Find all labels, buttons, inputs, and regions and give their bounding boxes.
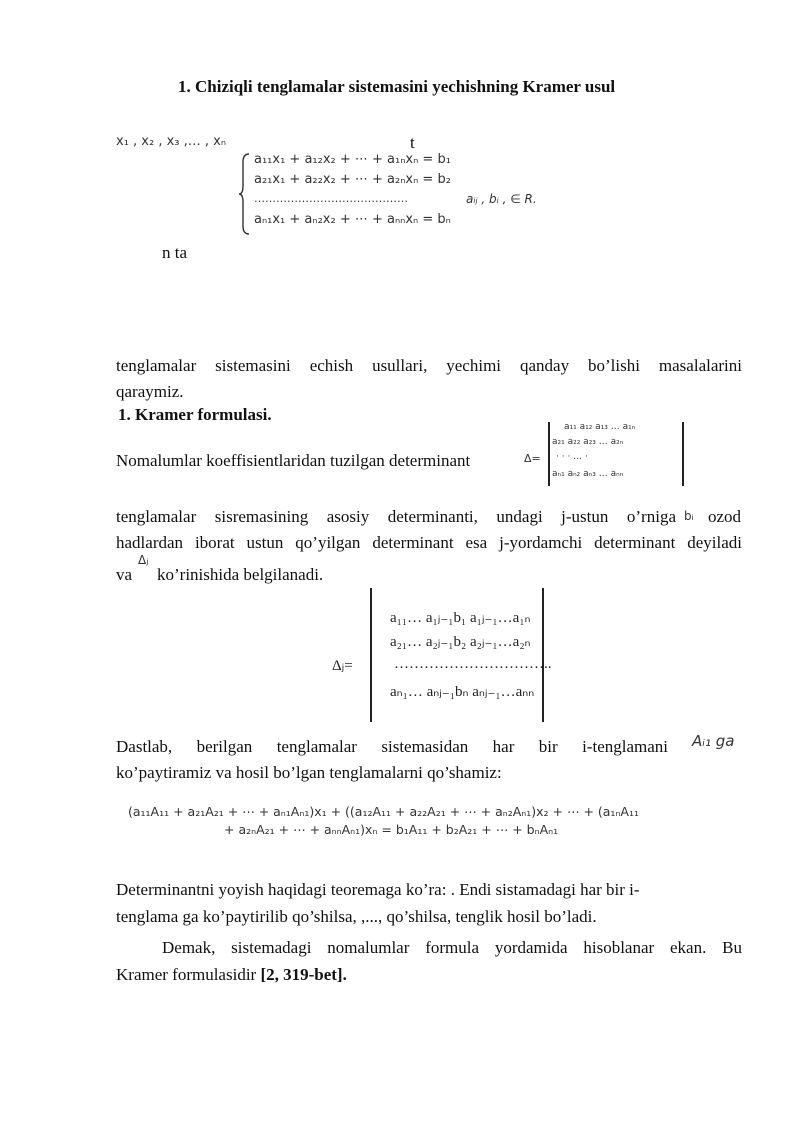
free-term-symbol: bᵢ (684, 509, 694, 523)
aux-determinant-row-3: ………………………….. (394, 656, 552, 672)
paragraph-5-text: Kramer formulasidir (116, 965, 261, 984)
paragraph-1-line-2: qaraymiz. (116, 382, 184, 401)
determinant-label: Δ= (524, 452, 541, 465)
paragraph-2-line-3a: va (116, 565, 133, 584)
equation-system (238, 152, 458, 236)
paragraph-5-line-1: Demak, sistemadagi nomalumlar formula yordamida hisoblanar ekan. Bu (162, 938, 742, 957)
aux-determinant-label: Δⱼ= (332, 658, 353, 674)
main-determinant (524, 420, 704, 490)
citation-reference: [2, 319-bet]. (260, 965, 347, 984)
paragraph-4-line-1: Determinantni yoyish haqidagi teoremaga ko’ra: . Endi sistamadagi har bir i- (116, 880, 640, 899)
summed-equation-line-1: (a₁₁A₁₁ + a₂₁A₂₁ + ⋯ + aₙ₁Aₙ₁)x₁ + ((a₁₂A₁₁ + a₂₂A₂₁ + ⋯ + aₙ₂Aₙ₁)x₂ + ⋯ + (a₁ₙA₁₁ (128, 804, 639, 819)
determinant-row-4: aₙ₁ aₙ₂ aₙ₃ … aₙₙ (552, 469, 624, 479)
cofactor-symbol: Aᵢ₁ ga (692, 732, 735, 750)
determinant-left-bar (548, 422, 550, 486)
equation-1: a₁₁x₁ + a₁₂x₂ + ⋯ + a₁ₙxₙ = b₁ (254, 152, 451, 167)
paragraph-4-line-2: tenglama ga ko’paytirilib qo’shilsa, ,..., qo’shilsa, tenglik hosil bo’ladi. (116, 907, 597, 926)
coefficient-condition: aᵢⱼ , bᵢ , ∈ R. (466, 192, 537, 206)
aux-determinant-left-bar (370, 588, 372, 722)
summed-equation-line-2: + a₂ₙA₂₁ + ⋯ + aₙₙAₙ₁)xₙ = b₁A₁₁ + b₂A₂₁ + ⋯ + bₙAₙ₁ (224, 822, 559, 837)
left-brace-icon (238, 152, 252, 236)
unknowns-formula: x₁ , x₂ , x₃ ,… , xₙ (116, 134, 227, 149)
stray-letter: t (410, 133, 415, 152)
equation-2: a₂₁x₁ + a₂₂x₂ + ⋯ + a₂ₙxₙ = b₂ (254, 172, 451, 187)
section-heading: 1. Kramer formulasi. (118, 405, 272, 424)
determinant-intro: Nomalumlar koeffisientlaridan tuzilgan determinant (116, 451, 471, 470)
paragraph-2-line-2: hadlardan iborat ustun qo’yilgan determinant esa j-yordamchi determinant deyiladi (116, 533, 742, 552)
equation-n: aₙ₁x₁ + aₙ₂x₂ + ⋯ + aₙₙxₙ = bₙ (254, 212, 451, 227)
aux-determinant-row-4: aₙ₁… aₙⱼ₋₁bₙ aₙⱼ₋₁…aₙₙ (390, 684, 535, 700)
paragraph-3-line-1: Dastlab, berilgan tenglamalar sistemasidan har bir i-tenglamani (116, 737, 668, 756)
aux-determinant-right-bar (542, 588, 544, 722)
determinant-row-1: a₁₁ a₁₂ a₁₃ … a₁ₙ (564, 422, 636, 432)
paragraph-2-line-3b: ko’rinishida belgilanadi. (157, 565, 324, 584)
paragraph-2-line-1a: tenglamalar sisremasining asosiy determinanti, undagi j-ustun o’rniga (116, 507, 676, 526)
determinant-row-3: · · · … · (556, 452, 588, 462)
auxiliary-determinant (332, 588, 572, 724)
n-ta-text: n ta (162, 243, 188, 262)
paragraph-2-line-1b: ozod (708, 507, 742, 526)
paragraph-3-line-2: ko’paytiramiz va hosil bo’lgan tenglamalarni qo’shamiz: (116, 763, 502, 782)
paragraph-5-line-2 (116, 962, 347, 988)
aux-determinant-row-1: a₁₁… a₁ⱼ₋₁b₁ a₁ⱼ₋₁…a₁ₙ (390, 610, 531, 626)
delta-j-symbol: Δⱼ (138, 553, 149, 567)
paragraph-1-line-1: tenglamalar sistemasini echish usullari, yechimi qanday bo’lishi masalalarini (116, 356, 742, 375)
page-title: 1. Chiziqli tenglamalar sistemasini yechishning Kramer usul (178, 77, 616, 96)
aux-determinant-row-2: a₂₁… a₂ⱼ₋₁b₂ a₂ⱼ₋₁…a₂ₙ (390, 634, 531, 650)
equation-dots: …………………………………… (254, 192, 408, 205)
determinant-right-bar (682, 422, 684, 486)
determinant-row-2: a₂₁ a₂₂ a₂₃ … a₂ₙ (552, 437, 624, 447)
